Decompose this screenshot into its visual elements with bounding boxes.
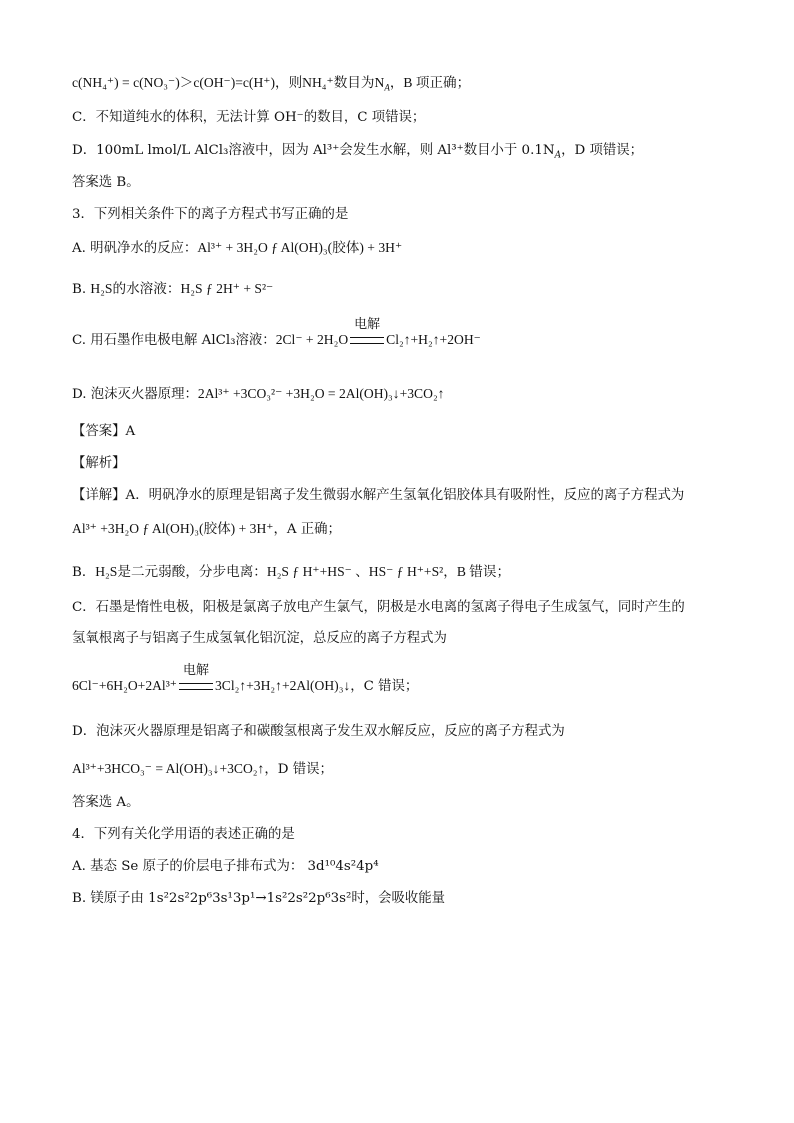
detail-d-equation xyxy=(72,760,333,779)
option-c xyxy=(72,317,481,350)
line-text: ，C 错误； xyxy=(350,679,419,694)
double-bar xyxy=(350,337,384,344)
line-text: ，A 正确； xyxy=(273,522,341,537)
equation: Al³⁺ +3H₂O ƒ Al(OH)₃(胶体) + 3H⁺ xyxy=(72,521,274,536)
question-title: 3．下列相关条件下的离子方程式书写正确的是 xyxy=(72,207,349,222)
analysis-tag: 【解析】 xyxy=(72,456,126,471)
answer-line: 答案选 A。 xyxy=(72,795,140,810)
option-b xyxy=(72,280,273,299)
detail-c-2: 氢氧根离子与铝离子生成氢氧化铝沉淀，总反应的离子方程式为 xyxy=(72,631,447,646)
equation: Al³⁺ + 3H₂O ƒ Al(OH)₃(胶体) + 3H⁺ xyxy=(197,240,403,255)
detail-d: D．泡沫灭火器原理是铝离子和碳酸氢根离子发生双水解反应，反应的离子方程式为 xyxy=(72,724,565,739)
option-a xyxy=(72,239,402,258)
detail-a: 【详解】A．明矾净水的原理是铝离子发生微弱水解产生氢氧化铝胶体具有吸附性，反应的离子方程式为 xyxy=(72,488,685,503)
equation: H₂S ƒ 2H⁺ + S²⁻ xyxy=(180,281,274,296)
option-d xyxy=(72,385,444,404)
line-text: B． xyxy=(72,565,96,580)
condition-label: 电解 xyxy=(182,663,209,678)
equation: H₂S是二元弱酸，分步电离：H₂S ƒ H⁺+HS⁻ 、HS⁻ ƒ H⁺+S²，B 错误； xyxy=(95,564,511,579)
option-label: H₂S的水溶液： xyxy=(90,281,181,296)
electrolysis-sign xyxy=(348,317,386,350)
question-title: 4．下列有关化学用语的表述正确的是 xyxy=(72,827,295,842)
equation: 3Cl₂↑+3H₂↑+2Al(OH)₃↓ xyxy=(214,678,351,693)
line-text: D．100mL lmol/L AlCl₃溶液中，因为 Al³⁺会发生水解，则 Al³⁺数目小于 0.1N xyxy=(72,143,555,158)
subscript: A xyxy=(554,150,562,161)
text-line xyxy=(72,142,643,160)
answer-tag: 【答案】A xyxy=(72,424,136,439)
equation: Cl₂↑+H₂↑+2OH⁻ xyxy=(386,332,481,347)
double-bar xyxy=(179,683,213,690)
subscript: A xyxy=(384,82,390,93)
option-label: A. 明矾净水的反应： xyxy=(72,241,198,256)
condition-label: 电解 xyxy=(354,317,381,332)
text-line xyxy=(72,74,470,92)
option-a: A. 基态 Se 原子的价层电子排布式为： 3d¹⁰4s²4p⁴ xyxy=(72,859,379,874)
electrolysis-sign xyxy=(177,663,215,696)
option-label: C. 用石墨作电极电解 AlCl₃溶液： xyxy=(72,333,276,348)
equation: 2Al³⁺ +3CO₃²⁻ +3H₂O = 2Al(OH)₃↓+3CO₂↑ xyxy=(197,386,445,401)
equation: Al³⁺+3HCO₃⁻ = Al(OH)₃↓+3CO₂↑ xyxy=(72,761,265,776)
equation: 2Cl⁻ + 2H₂O xyxy=(275,332,349,347)
line-text: ，B 项正确； xyxy=(389,75,471,90)
text-line: C．不知道纯水的体积，无法计算 OH⁻的数目，C 项错误； xyxy=(72,110,426,125)
detail-c-1: C．石墨是惰性电极，阳极是氯离子放电产生氯气，阴极是水电离的氢离子得电子生成氢气，同时产生的 xyxy=(72,600,685,615)
detail-b xyxy=(72,563,510,582)
option-label: D. 泡沫灭火器原理： xyxy=(72,387,198,402)
line-text: c(NH₄⁺) = c(NO₃⁻)＞c(OH⁻)=c(H⁺)，则NH₄⁺数目为N xyxy=(72,75,385,90)
answer-line: 答案选 B。 xyxy=(72,175,140,190)
option-b: B. 镁原子由 1s²2s²2p⁶3s¹3p¹→1s²2s²2p⁶3s²时，会吸收能量 xyxy=(72,891,446,906)
detail-c-equation xyxy=(72,663,419,696)
detail-a-equation xyxy=(72,520,341,539)
equation: 6Cl⁻+6H₂O+2Al³⁺ xyxy=(72,678,177,693)
line-text: ，D 错误； xyxy=(264,762,333,777)
line-text: ，D 项错误； xyxy=(561,143,644,158)
option-label: B. xyxy=(72,282,91,297)
